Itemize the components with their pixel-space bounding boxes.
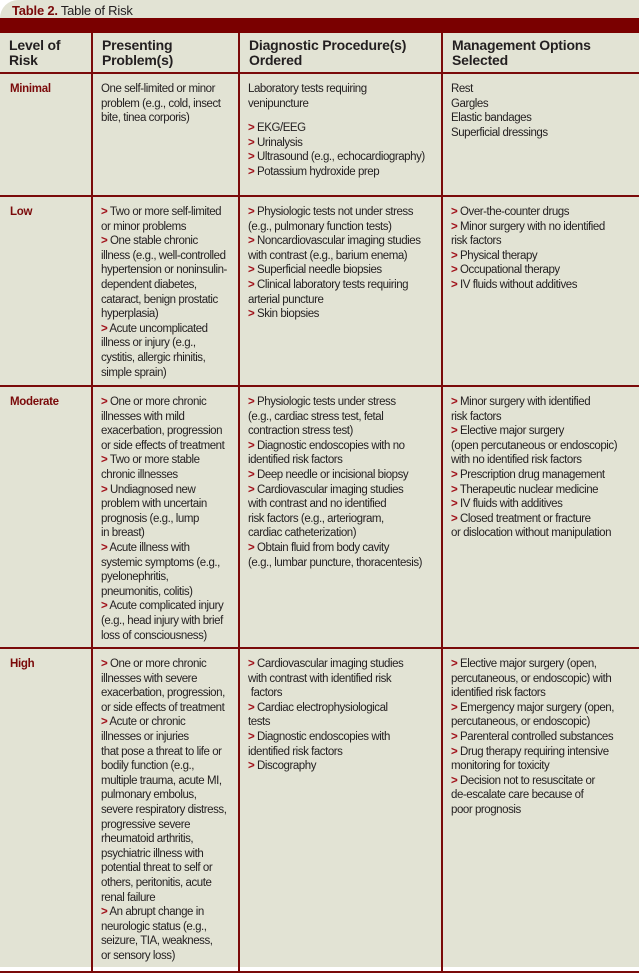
arrow-icon: > xyxy=(451,498,458,511)
management-cell xyxy=(442,648,639,972)
table-row xyxy=(0,648,639,972)
list-item xyxy=(101,205,236,234)
item-text: One self-limited or minor problem (e.g., cold, insect bite, tinea corporis) xyxy=(101,83,221,125)
arrow-icon: > xyxy=(101,454,108,467)
list-item xyxy=(451,205,637,220)
risk-level: Low xyxy=(0,196,92,386)
arrow-icon: > xyxy=(248,396,255,408)
management-cell xyxy=(442,196,639,386)
list-item xyxy=(248,234,439,263)
item-text: Decision not to resuscitate or de-escalate care because of poor prognosis xyxy=(451,774,595,817)
arrow-icon: > xyxy=(248,165,255,178)
list-item xyxy=(451,730,637,745)
item-text: Two or more self-limited or minor problems xyxy=(101,206,222,233)
item-text: One stable chronic illness (e.g., well-controlled hypertension or noninsulin- dependent diabetes, cataract, benign prostatic hyperplasia) xyxy=(101,235,227,321)
list-item xyxy=(248,541,439,570)
arrow-icon: > xyxy=(451,658,458,671)
arrow-icon: > xyxy=(101,906,108,919)
arrow-icon: > xyxy=(451,468,458,481)
arrow-icon: > xyxy=(451,396,458,408)
table-title xyxy=(12,3,133,18)
list-item xyxy=(248,307,439,322)
header-problems: Presenting Problem(s) xyxy=(92,33,239,73)
item-text: Deep needle or incisional biopsy xyxy=(257,468,409,481)
list-item xyxy=(451,111,637,126)
item-text: EKG/EEG xyxy=(257,122,306,135)
arrow-icon: > xyxy=(101,600,108,613)
item-text: Elective major surgery (open, percutaneous, or endoscopic) with identified risk factors xyxy=(451,658,612,700)
list-item xyxy=(101,657,236,715)
header-band xyxy=(0,18,639,33)
arrow-icon: > xyxy=(451,278,458,291)
list-item xyxy=(101,905,236,963)
spacer xyxy=(248,111,439,121)
item-text: Gargles xyxy=(451,97,489,110)
arrow-icon: > xyxy=(248,760,255,773)
list-item xyxy=(451,701,637,730)
item-text: Prescription drug management xyxy=(460,468,605,481)
item-text: IV fluids without additives xyxy=(460,278,578,291)
risk-level: Moderate xyxy=(0,386,92,648)
arrow-icon: > xyxy=(248,136,255,149)
list-item xyxy=(101,322,236,380)
item-text: Occupational therapy xyxy=(460,264,560,277)
list-item xyxy=(248,205,439,234)
problems-cell xyxy=(92,196,239,386)
item-text: Emergency major surgery (open, percutaneous, or endoscopic) xyxy=(451,701,614,729)
item-text: Noncardiovascular imaging studies with contrast (e.g., barium enema) xyxy=(248,235,421,262)
list-item xyxy=(101,234,236,322)
list-item xyxy=(101,483,236,541)
item-text: Cardiac electrophysiological tests xyxy=(248,701,388,729)
arrow-icon: > xyxy=(248,264,255,277)
management-cell xyxy=(442,386,639,648)
list-item xyxy=(451,249,637,264)
item-text: Rest xyxy=(451,83,473,95)
item-text: Acute uncomplicated illness or injury (e.g., cystitis, allergic rhinitis, simple sprain) xyxy=(101,322,208,379)
item-text: Closed treatment or fracture or dislocation without manipulation xyxy=(451,512,612,540)
arrow-icon: > xyxy=(248,541,255,554)
item-text: Minor surgery with identified risk factors xyxy=(451,396,591,423)
item-text: Laboratory tests requiring venipuncture xyxy=(248,83,367,110)
problems-cell xyxy=(92,386,239,648)
list-item xyxy=(101,599,236,643)
table-title-text: Table of Risk xyxy=(60,3,133,18)
item-text: Skin biopsies xyxy=(257,308,319,321)
list-item xyxy=(248,730,439,759)
list-item xyxy=(451,657,637,701)
arrow-icon: > xyxy=(101,541,108,554)
item-text: Potassium hydroxide prep xyxy=(257,165,380,178)
table-row xyxy=(0,196,639,386)
list-item xyxy=(248,483,439,541)
item-text: Undiagnosed new problem with uncertain prognosis (e.g., lump in breast) xyxy=(101,483,207,540)
list-item xyxy=(248,701,439,730)
item-text: Obtain fluid from body cavity (e.g., lumbar puncture, thoracentesis) xyxy=(248,541,423,569)
procedures-cell xyxy=(239,196,442,386)
table-row xyxy=(0,386,639,648)
item-text: Acute illness with systemic symptoms (e.g., pyelonephritis, pneumonitis, colitis) xyxy=(101,541,220,598)
arrow-icon: > xyxy=(101,483,108,496)
list-item xyxy=(451,278,637,293)
risk-level: Minimal xyxy=(0,73,92,196)
arrow-icon: > xyxy=(248,122,255,135)
item-text: One or more chronic illnesses with mild exacerbation, progression or side effects of treatment xyxy=(101,396,225,452)
item-text: One or more chronic illnesses with severe exacerbation, progression, or side effects of treatment xyxy=(101,658,225,714)
list-item xyxy=(451,483,637,498)
problems-cell xyxy=(92,648,239,972)
list-item xyxy=(451,497,637,512)
header-procedures: Diagnostic Procedure(s) Ordered xyxy=(239,33,442,73)
risk-table xyxy=(0,33,639,973)
header-management: Management Options Selected xyxy=(442,33,639,73)
item-text: Parenteral controlled substances xyxy=(460,731,614,744)
item-text: Physical therapy xyxy=(460,249,538,262)
item-text: Discography xyxy=(257,760,316,773)
arrow-icon: > xyxy=(451,220,458,233)
arrow-icon: > xyxy=(248,658,255,671)
management-cell xyxy=(442,73,639,196)
item-text: Over-the-counter drugs xyxy=(460,206,570,218)
list-item xyxy=(248,468,439,483)
item-text: Ultrasound (e.g., echocardiography) xyxy=(257,151,425,164)
list-item xyxy=(451,512,637,541)
item-text: Acute or chronic illnesses or injuries that pose a threat to life or bodily function (e.g., multiple trauma, acute MI, pulmonary embolus, severe respiratory distress, progressive severe rheumatoid arthritis, psychiatric illness with potential threat to self or others, peritonitis, acute renal failure xyxy=(101,716,227,904)
item-text: Two or more stable chronic illnesses xyxy=(101,454,200,481)
list-item xyxy=(101,715,236,905)
item-text: Superficial dressings xyxy=(451,126,548,139)
procedures-cell xyxy=(239,386,442,648)
list-item xyxy=(248,759,439,774)
list-item xyxy=(101,453,236,482)
arrow-icon: > xyxy=(248,278,255,291)
arrow-icon: > xyxy=(101,396,108,408)
list-item xyxy=(451,263,637,278)
list-item xyxy=(451,220,637,249)
list-item xyxy=(101,82,236,126)
list-item xyxy=(248,82,439,111)
list-item xyxy=(101,541,236,599)
arrow-icon: > xyxy=(451,745,458,758)
arrow-icon: > xyxy=(451,483,458,496)
arrow-icon: > xyxy=(248,308,255,321)
list-item xyxy=(248,278,439,307)
arrow-icon: > xyxy=(101,206,108,218)
arrow-icon: > xyxy=(248,701,255,714)
item-text: Urinalysis xyxy=(257,136,303,149)
item-text: Diagnostic endoscopies with identified risk factors xyxy=(248,731,390,758)
arrow-icon: > xyxy=(248,468,255,481)
arrow-icon: > xyxy=(248,151,255,164)
list-item xyxy=(248,136,439,151)
item-text: Physiologic tests under stress (e.g., cardiac stress test, fetal contraction stress test) xyxy=(248,396,396,438)
list-item xyxy=(248,439,439,468)
item-text: Therapeutic nuclear medicine xyxy=(459,483,599,496)
item-text: Drug therapy requiring intensive monitoring for toxicity xyxy=(451,745,609,773)
table-row xyxy=(0,73,639,196)
arrow-icon: > xyxy=(101,322,108,335)
item-text: Elastic bandages xyxy=(451,112,532,125)
item-text: Physiologic tests not under stress (e.g., pulmonary function tests) xyxy=(248,206,414,233)
arrow-icon: > xyxy=(451,249,458,262)
arrow-icon: > xyxy=(101,235,108,248)
arrow-icon: > xyxy=(451,701,458,714)
item-text: Minor surgery with no identified risk factors xyxy=(451,220,605,248)
arrow-icon: > xyxy=(248,235,255,248)
list-item xyxy=(248,395,439,439)
arrow-icon: > xyxy=(101,716,108,729)
item-text: IV fluids with additives xyxy=(460,498,563,511)
arrow-icon: > xyxy=(451,731,458,744)
list-item xyxy=(451,468,637,483)
list-item xyxy=(248,121,439,136)
arrow-icon: > xyxy=(451,774,458,787)
risk-level: High xyxy=(0,648,92,972)
list-item xyxy=(451,97,637,112)
list-item xyxy=(248,263,439,278)
list-item xyxy=(451,82,637,97)
list-item xyxy=(248,657,439,701)
arrow-icon: > xyxy=(248,731,255,744)
list-item xyxy=(248,150,439,165)
header-row xyxy=(0,33,639,73)
header-level: Level of Risk xyxy=(0,33,92,73)
list-item xyxy=(451,424,637,468)
arrow-icon: > xyxy=(248,483,255,496)
item-text: Clinical laboratory tests requiring arterial puncture xyxy=(248,278,409,306)
arrow-icon: > xyxy=(451,425,458,438)
arrow-icon: > xyxy=(451,264,458,277)
arrow-icon: > xyxy=(248,439,255,452)
problems-cell xyxy=(92,73,239,196)
item-text: Cardiovascular imaging studies with contrast with identified risk factors xyxy=(248,658,404,700)
arrow-icon: > xyxy=(101,658,108,671)
list-item xyxy=(451,395,637,424)
list-item xyxy=(451,774,637,818)
item-text: An abrupt change in neurologic status (e.g., seizure, TIA, weakness, or sensory loss) xyxy=(101,906,213,962)
procedures-cell xyxy=(239,648,442,972)
arrow-icon: > xyxy=(451,206,458,218)
item-text: Diagnostic endoscopies with no identified risk factors xyxy=(248,439,405,467)
list-item xyxy=(101,395,236,453)
table-label: Table 2. xyxy=(12,3,58,18)
item-text: Cardiovascular imaging studies with contrast and no identified risk factors (e.g., arteriogram, cardiac catheterization) xyxy=(248,483,404,540)
list-item xyxy=(451,745,637,774)
item-text: Superficial needle biopsies xyxy=(257,264,382,277)
arrow-icon: > xyxy=(451,512,458,525)
arrow-icon: > xyxy=(248,206,255,218)
procedures-cell xyxy=(239,73,442,196)
item-text: Acute complicated injury (e.g., head injury with brief loss of consciousness) xyxy=(101,600,224,642)
item-text: Elective major surgery (open percutaneous or endoscopic) with no identified risk factors xyxy=(451,425,618,467)
list-item xyxy=(248,165,439,180)
list-item xyxy=(451,126,637,141)
